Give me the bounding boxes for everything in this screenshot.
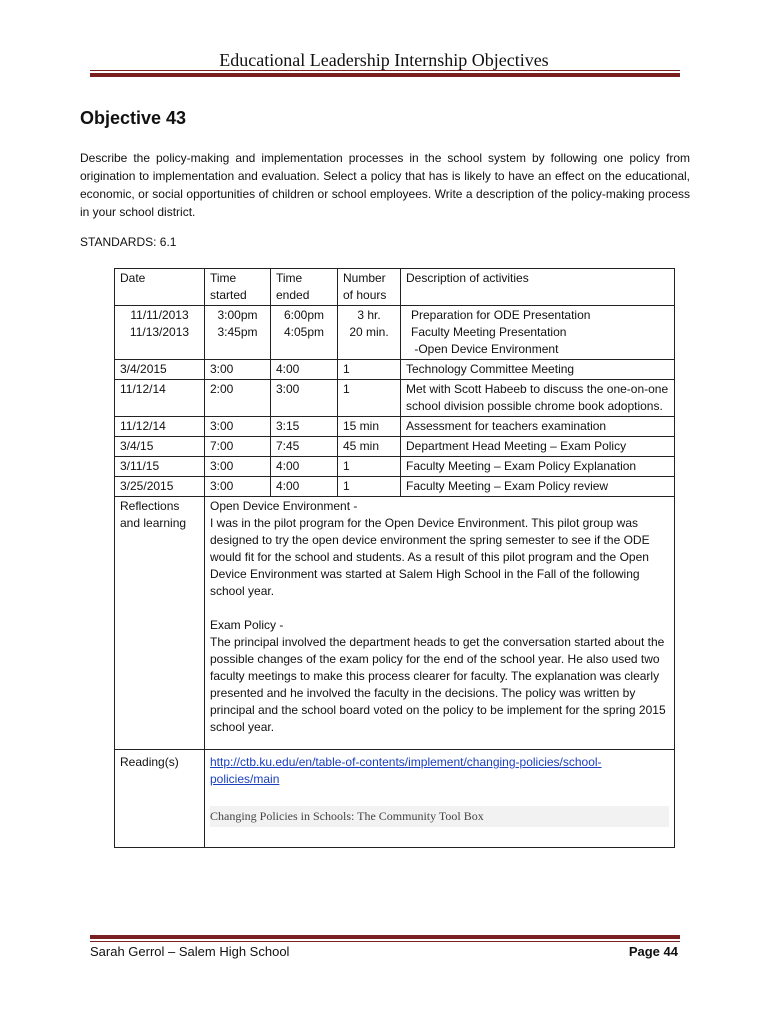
objective-title: Objective 43 xyxy=(80,108,187,128)
header-date: Date xyxy=(115,269,205,306)
cell-date: 3/4/15 xyxy=(115,437,205,457)
cell-end: 3:15 xyxy=(271,417,338,437)
readings-label: Reading(s) xyxy=(115,750,205,848)
cell-hours: 1 xyxy=(338,457,401,477)
cell-start: 2:00 xyxy=(205,380,271,417)
activities-table xyxy=(114,268,675,848)
cell-end: 4:00 xyxy=(271,477,338,497)
objective-description: Describe the policy-making and implementation processes in the school system by following one policy from origination to implementation and evaluation. Select a policy that has is likely to have an effect on the educational, economic, or social opportunities of children or school employees. Write a description of the policy-making process in your school district. xyxy=(80,151,690,219)
cell-hours: 1 xyxy=(338,360,401,380)
table-header-row xyxy=(115,269,675,306)
cell-description: Technology Committee Meeting xyxy=(401,360,675,380)
reflections-content xyxy=(205,497,675,750)
cell-end: 4:00 xyxy=(271,360,338,380)
table-row xyxy=(115,437,675,457)
ode-heading: Open Device Environment - xyxy=(210,499,358,513)
reading-title: Changing Policies in Schools: The Community Tool Box xyxy=(210,806,669,827)
reading-link[interactable]: http://ctb.ku.edu/en/table-of-contents/implement/changing-policies/school-policies/main xyxy=(210,755,602,786)
table-row xyxy=(115,360,675,380)
header-time-ended: Time ended xyxy=(271,269,338,306)
exam-policy-heading: Exam Policy - xyxy=(210,618,284,632)
cell-description: Assessment for teachers examination xyxy=(401,417,675,437)
footer-rule-thin xyxy=(90,941,680,942)
cell-end: 4:00 xyxy=(271,457,338,477)
reflections-row xyxy=(115,497,675,750)
ode-text: I was in the pilot program for the Open Device Environment. This pilot group was designed to try the open device environment the spring semester to see if the ODE would fit for the school and students. As a result of this pilot program and the Open Device Environment was started at Salem High School in the Fall of the following school year. xyxy=(210,516,650,598)
cell-hours: 45 min xyxy=(338,437,401,457)
cell-date: 11/12/14 xyxy=(115,380,205,417)
cell-hours: 15 min xyxy=(338,417,401,437)
header-time-started: Time started xyxy=(205,269,271,306)
cell-start: 3:00 xyxy=(205,457,271,477)
cell-start: 7:00 xyxy=(205,437,271,457)
footer-page-number: Page 44 xyxy=(628,944,678,959)
readings-row xyxy=(115,750,675,848)
cell-start: 3:00 xyxy=(205,417,271,437)
header-rule-thin xyxy=(90,70,680,71)
cell-hours: 1 xyxy=(338,477,401,497)
footer-author: Sarah Gerrol – Salem High School xyxy=(90,944,290,959)
cell-date: 11/12/14 xyxy=(115,417,205,437)
table-row xyxy=(115,477,675,497)
cell-hours: 3 hr. 20 min. xyxy=(338,306,401,360)
cell-date: 3/4/2015 xyxy=(115,360,205,380)
footer-rule-thick xyxy=(90,935,680,939)
cell-description: Met with Scott Habeeb to discuss the one-on-one school division possible chrome book adoptions. xyxy=(401,380,675,417)
readings-content xyxy=(205,750,675,848)
header-hours: Number of hours xyxy=(338,269,401,306)
cell-date: 11/11/2013 11/13/2013 xyxy=(115,306,205,360)
cell-date: 3/11/15 xyxy=(115,457,205,477)
cell-end: 6:00pm 4:05pm xyxy=(271,306,338,360)
table-row xyxy=(115,306,675,360)
cell-description: Department Head Meeting – Exam Policy xyxy=(401,437,675,457)
cell-start: 3:00 xyxy=(205,360,271,380)
cell-date: 3/25/2015 xyxy=(115,477,205,497)
cell-start: 3:00 xyxy=(205,477,271,497)
reflections-label: Reflections and learning xyxy=(115,497,205,750)
cell-description: Faculty Meeting – Exam Policy review xyxy=(401,477,675,497)
table-row xyxy=(115,417,675,437)
cell-description: Preparation for ODE Presentation Faculty Meeting Presentation -Open Device Environment xyxy=(401,306,675,360)
cell-end: 3:00 xyxy=(271,380,338,417)
cell-start: 3:00pm 3:45pm xyxy=(205,306,271,360)
table-row xyxy=(115,457,675,477)
table-row xyxy=(115,380,675,417)
cell-description: Faculty Meeting – Exam Policy Explanation xyxy=(401,457,675,477)
header-rule-thick xyxy=(90,73,680,77)
header-description: Description of activities xyxy=(401,269,675,306)
cell-end: 7:45 xyxy=(271,437,338,457)
header-title: Educational Leadership Internship Objectives xyxy=(219,50,549,70)
standards-label: STANDARDS: 6.1 xyxy=(80,235,177,249)
exam-policy-text: The principal involved the department heads to get the conversation started about the possible changes of the exam policy for the end of the school year. He also used two faculty meetings to make this process clearer for faculty. The explanation was clearly presented and he involved the faculty in the decisions. The policy was written by principal and the school board voted on the policy to be implement for the spring 2015 school year. xyxy=(210,635,666,734)
cell-hours: 1 xyxy=(338,380,401,417)
